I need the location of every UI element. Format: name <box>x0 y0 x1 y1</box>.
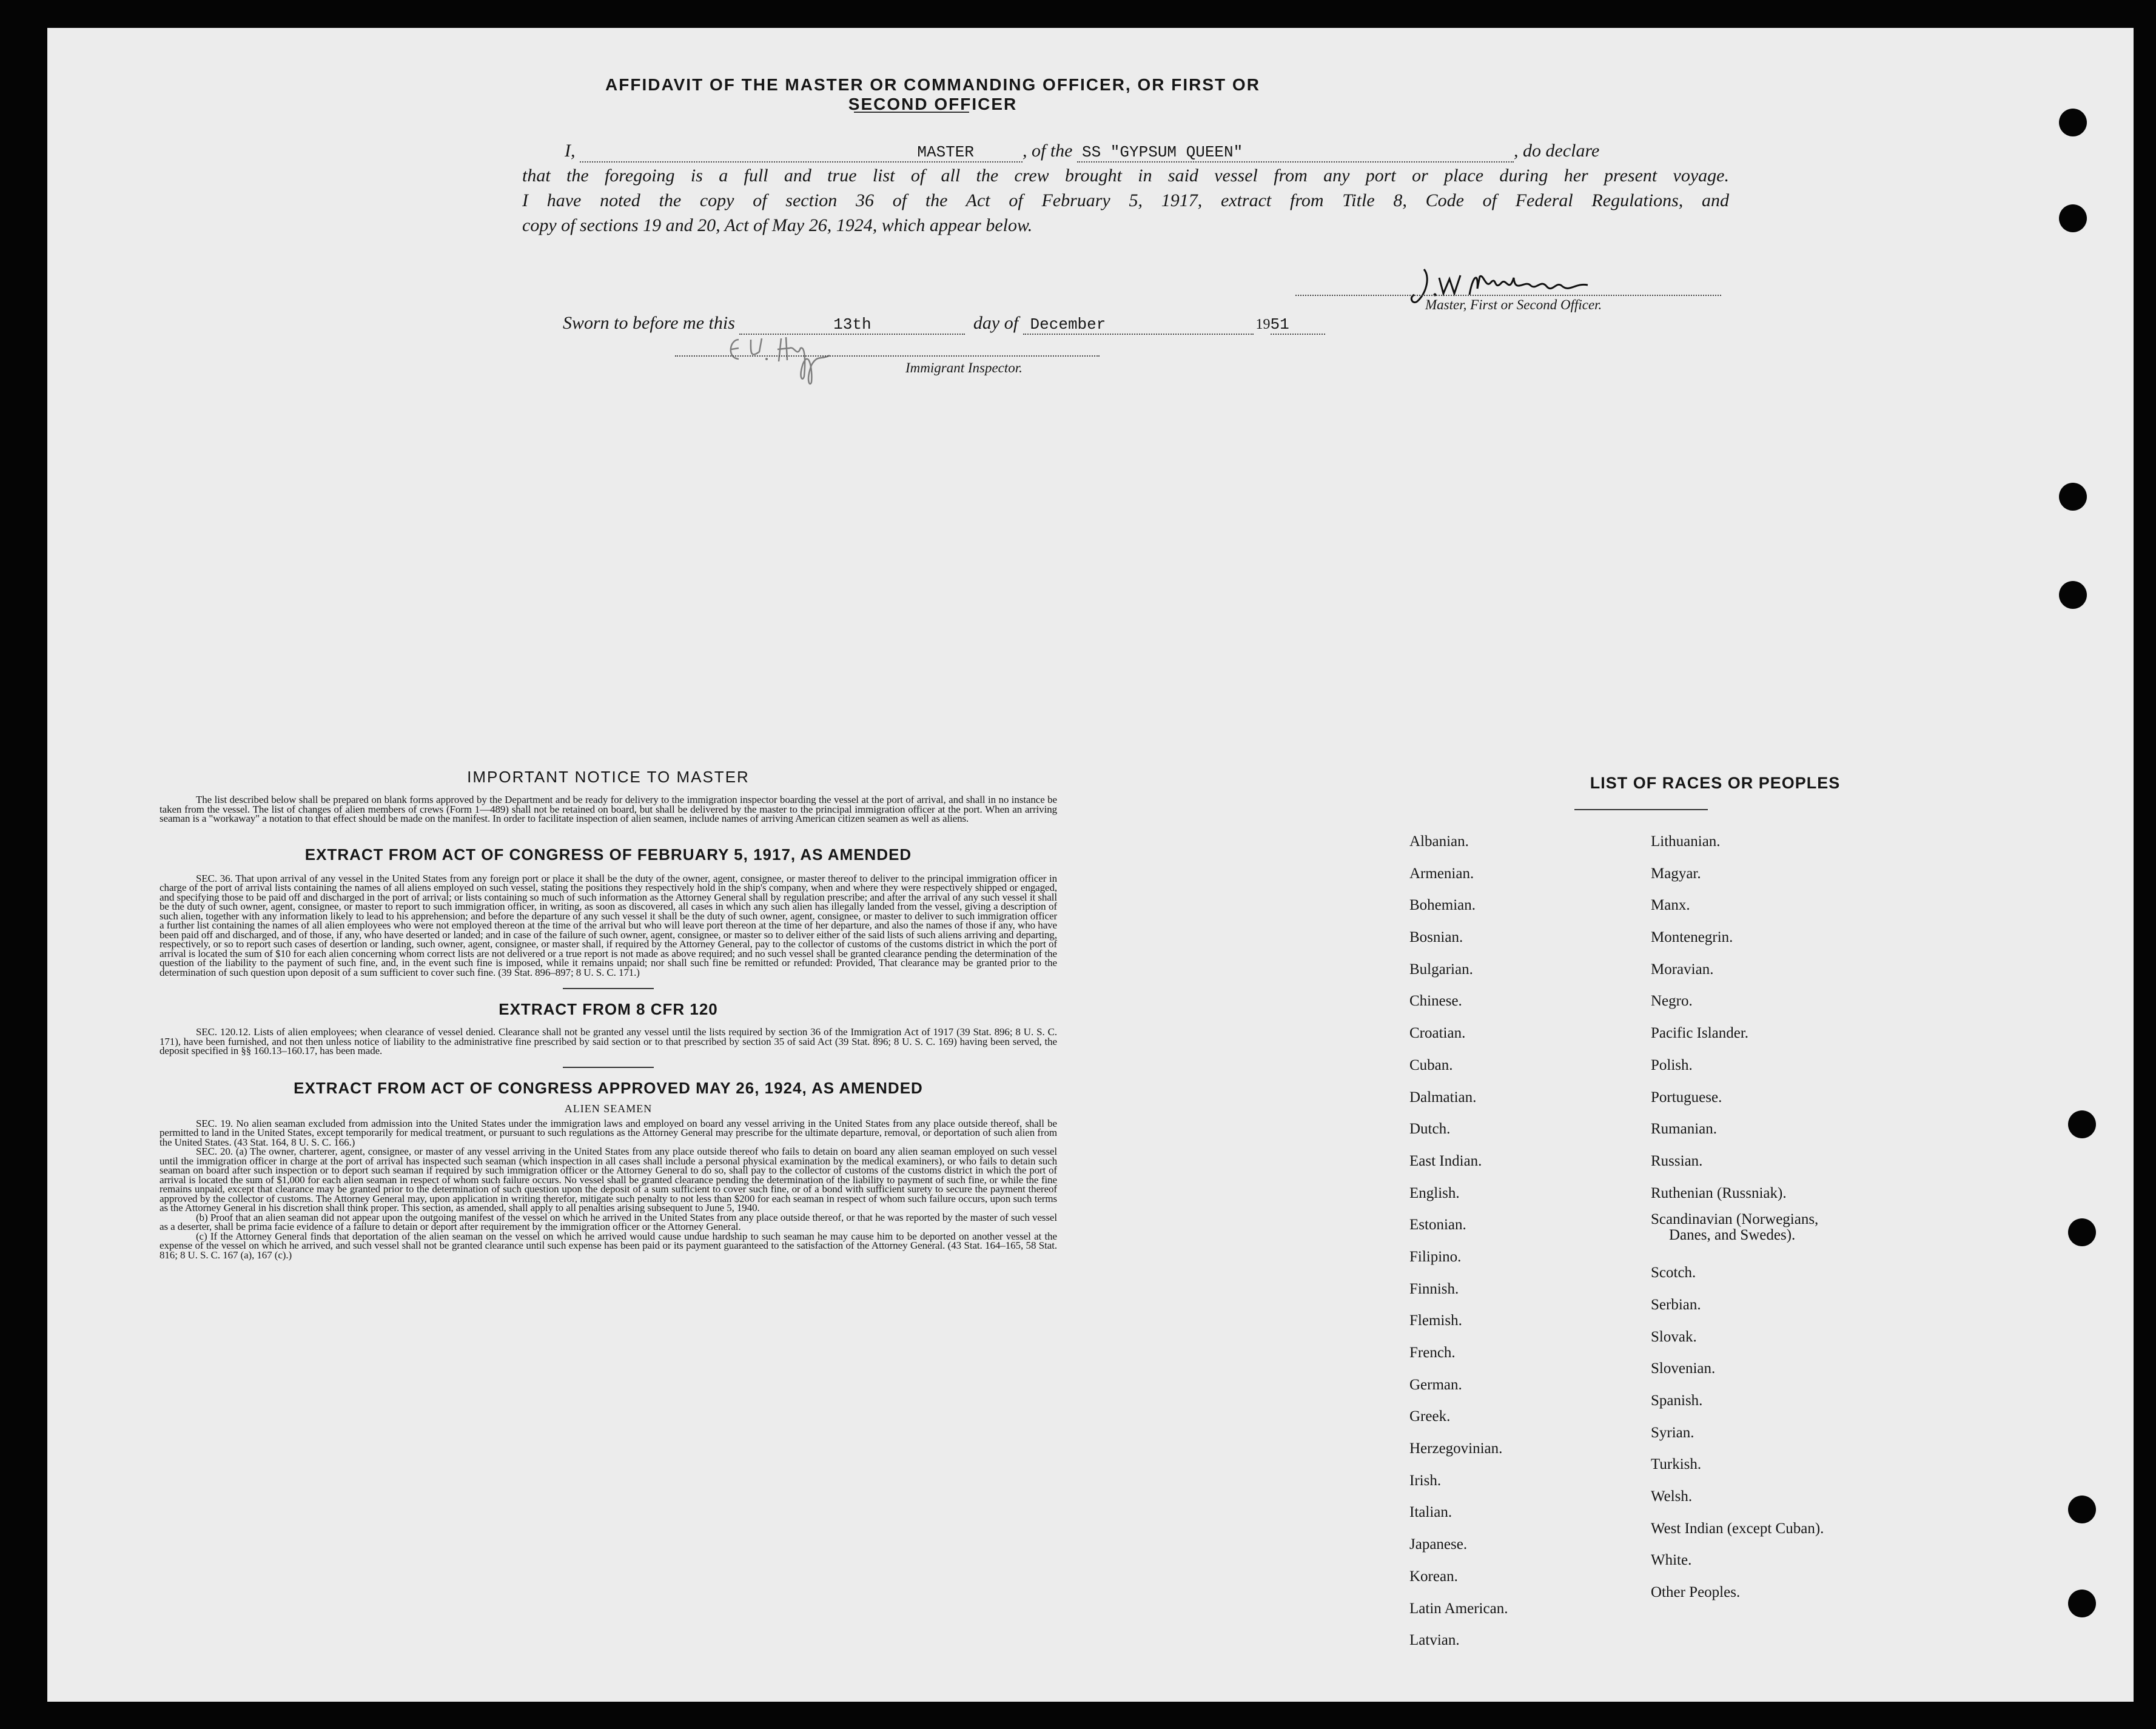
notices-column <box>160 768 1057 1260</box>
year-field: 51 <box>1271 315 1325 335</box>
affidavit-line-1 <box>522 138 1729 163</box>
races-rule <box>1574 809 1708 810</box>
sec-19-paragraph: SEC. 19. No alien seaman excluded from admission into the United States under the immigration laws and employed on board any vessel arriving in the United States from any place outside thereof, shall be permitted to land in the United States, except temporarily for medical treatment, or pursuant to such regulations as the Attorney General may prescribe for the ultimate departure, removal, or deportation of such alien from the United States. (43 Stat. 164, 8 U. S. C. 166.) <box>160 1117 1057 1148</box>
i-label: I, <box>565 141 576 161</box>
race-item: Turkish. <box>1651 1456 1702 1473</box>
race-item: Estonian. <box>1409 1217 1466 1234</box>
race-item: Rumanian. <box>1651 1121 1718 1138</box>
sworn-label: Sworn to before me this <box>563 313 735 333</box>
race-item: Serbian. <box>1651 1296 1701 1313</box>
affidavit-line-2: that the foregoing is a full and true list of all the crew brought in said vessel from any port or place during her present voyage. <box>522 166 1729 186</box>
race-item: Latvian. <box>1409 1632 1460 1649</box>
race-item: Latin American. <box>1409 1600 1508 1617</box>
sec-20a-paragraph: SEC. 20. (a) The owner, charterer, agent, consignee, or master of any vessel arriving in the United States from any place outside thereof who fails to detain on board any alien seaman employed on such vessel until the immigration officer in charge at the port of arrival has inspected such seaman (which inspection in all cases shall include a personal physical examination by the medical examiners), or who fails to detain such seaman on board after such inspection or to deport such seaman if required by such immigration officer or the Attorney General to do so, shall pay to the collector of customs of the customs district in which the port of arrival is located the sum of $1,000 for each alien seaman in respect of whom such failure occurs. No vessel shall be granted clearance pending the determination of the liability to payment of such fine, or while the fine remains unpaid, except that clearance may be granted prior to the determination of such question upon the deposit of a sum sufficient to cover such fine, or of a bond with sufficient surety to secure the payment thereof approved by the collector of customs. The Attorney General may, upon application in writing therefor, mitigate such penalty to not less than $200 for each seaman in respect of whom such failure occurs, upon such terms as the Attorney General in his discretion shall think proper. This section, as amended, shall apply to all penalties arising subsequent to June 5, 1940. <box>160 1146 1057 1214</box>
race-item: West Indian (except Cuban). <box>1651 1520 1824 1537</box>
affidavit-title: AFFIDAVIT OF THE MASTER OR COMMANDING OFFICER, OR FIRST OR SECOND OFFICER <box>605 75 1260 113</box>
race-item: Armenian. <box>1409 865 1474 882</box>
signer-caption: Master, First or Second Officer. <box>1425 297 1602 312</box>
binder-hole <box>2068 1496 2096 1523</box>
race-item: Negro. <box>1651 993 1693 1010</box>
race-item: Cuban. <box>1409 1056 1453 1073</box>
notice-title: IMPORTANT NOTICE TO MASTER <box>467 768 750 786</box>
races-title: LIST OF RACES OR PEOPLES <box>1590 774 1841 792</box>
declare-label: , do declare <box>1514 141 1600 161</box>
race-item: Portuguese. <box>1651 1089 1722 1106</box>
binder-hole <box>2059 109 2087 136</box>
signature-line <box>1295 295 1721 296</box>
vessel-field: SS "GYPSUM QUEEN" <box>1077 143 1514 163</box>
race-item: Manx. <box>1651 897 1690 914</box>
race-item: Spanish. <box>1651 1392 1703 1409</box>
race-item: Magyar. <box>1651 865 1701 882</box>
document-page <box>47 28 2134 1702</box>
binder-hole <box>2068 1590 2096 1617</box>
extract-cfr-title: EXTRACT FROM 8 CFR 120 <box>499 1000 718 1018</box>
race-item: White. <box>1651 1552 1692 1569</box>
race-item: Russian. <box>1651 1152 1703 1169</box>
section-rule <box>563 1067 654 1068</box>
affidavit-line-3: I have noted the copy of section 36 of the Act of February 5, 1917, extract from Title 8, Code of Federal Regulations, and <box>522 190 1729 210</box>
race-item: East Indian. <box>1409 1152 1482 1169</box>
races-column-1 <box>1409 826 1508 1657</box>
race-item: Montenegrin. <box>1651 929 1733 946</box>
binder-hole <box>2059 581 2087 609</box>
race-item: Bosnian. <box>1409 929 1463 946</box>
inspector-line <box>675 355 1100 357</box>
year-prefix: 19 <box>1255 317 1271 332</box>
extract-cfr-body: SEC. 120.12. Lists of alien employees; when clearance of vessel denied. Clearance shall not be granted any vessel until the lists required by section 36 of the Immigration Act of 1917 (39 Stat. 896; 8 U. S. C. 171), have been furnished, and not then unless notice of liability to the administrative fine prescribed by said section or to that prescribed by section 35 of said Act (39 Stat. 896; 8 U. S. C. 169) having been served, the deposit specified in §§ 160.13–160.17, has been made. <box>160 1026 1057 1056</box>
race-item: Other Peoples. <box>1651 1584 1741 1601</box>
affidavit-line-4: copy of sections 19 and 20, Act of May 26, 1924, which appear below. <box>522 215 1033 235</box>
extract-1924-title: EXTRACT FROM ACT OF CONGRESS APPROVED MAY 26, 1924, AS AMENDED <box>294 1078 923 1097</box>
race-item: German. <box>1409 1376 1462 1393</box>
races-column-2-top <box>1651 826 1824 1209</box>
race-item: Lithuanian. <box>1651 833 1721 850</box>
of-the-label: , of the <box>1023 141 1073 161</box>
races-column-2-bottom <box>1651 1257 1824 1609</box>
race-item: Greek. <box>1409 1408 1451 1425</box>
race-item: Slovak. <box>1651 1328 1697 1345</box>
race-item: Welsh. <box>1651 1488 1693 1505</box>
race-label: Scandinavian (Norwegians, <box>1651 1211 1819 1228</box>
race-item: Chinese. <box>1409 993 1462 1010</box>
notice-body: The list described below shall be prepared on blank forms approved by the Department and be ready for delivery to the immigration inspector boarding the vessel at the port of arrival, and shall in no instance be taken from the vessel. The list of changes of alien members of crews (Form 1—489) shall not be retained on board, but shall be delivered by the master to the principal immigration officer at the port. When an arriving seaman is a "workaway" a notation to that effect should be made on the manifest. In order to facilitate inspection of alien seamen, include names of arriving American citizen seamen as well as aliens. <box>160 794 1057 824</box>
race-item: Irish. <box>1409 1472 1442 1489</box>
day-field: 13th <box>739 315 965 335</box>
binder-hole <box>2059 483 2087 511</box>
alien-seamen-subtitle: ALIEN SEAMEN <box>564 1102 653 1115</box>
race-item: Moravian. <box>1651 961 1714 978</box>
month-field: December <box>1023 315 1254 335</box>
sec-20c-paragraph: (c) If the Attorney General finds that deportation of the alien seaman on the vessel on which he arrived would cause undue hardship to such seaman he may cause him to be deported on another vessel at the expense of the vessel on which he arrived, and such vessel shall not be granted clearance until such expense has been paid or its payment guaranteed to the satisfaction of the Attorney General. (43 Stat. 164–165, 58 Stat. 816; 8 U. S. C. 167 (a), 167 (c).) <box>160 1230 1057 1261</box>
section-rule <box>563 988 654 989</box>
race-item: Polish. <box>1651 1056 1693 1073</box>
extract-1917-body: SEC. 36. That upon arrival of any vessel in the United States from any foreign port or place it shall be the duty of the owner, agent, consignee, or master thereof to deliver to the principal immigration officer in charge of the port of arrival lists containing the names of all aliens employed on such vessel, stating the positions they respectively hold in the ship's company, when and where they were respectively shipped or engaged, and specifying those to be paid off and discharged in the port of arrival; or lists containing so much of such information as the Attorney General shall by regulation prescribe; and after the arrival of any such vessel it shall be the duty of such owner, agent, consignee, or master to report to such immigration officer, in writing, as soon as discovered, all cases in which any such alien has illegally landed from the vessel, giving a description of such alien, together with any information likely to lead to his apprehension; and before the departure of any such vessel it shall be the duty of such owner, agent, consignee, or master to deliver to such immigration officer a further list containing the names of all alien employees who were not employed thereon at the time of the arrival but who will leave port thereon at the time of her departure, and also the names of those if any, who have been paid off and discharged, and of those, if any, who have deserted or landed; and in case of the failure of such owner, agent, consignee, or master so to deliver either of the said lists of such aliens arriving and departing, respectively, or so to report such cases of desertion or landing, such owner, agent, consignee, or master shall, if required by the Attorney General, pay to the collector of customs of the customs district in which the port of arrival is located the sum of $10 for each alien concerning whom correct lists are not delivered or a true report is not made as above required; and no such vessel shall be granted clearance pending the determination of the question of the liability to the payment of such fine, and, in the event such fine is imposed, while it remains unpaid; nor shall such fine be remitted or refunded: Provided, That clearance may be granted prior to the determination of such question upon deposit of a sum sufficient to cover such fine. (39 Stat. 896–897; 8 U. S. C. 171.) <box>160 872 1057 978</box>
extract-1917-title: EXTRACT FROM ACT OF CONGRESS OF FEBRUARY 5, 1917, AS AMENDED <box>304 845 912 864</box>
race-item: Scotch. <box>1651 1264 1696 1281</box>
race-label: Danes, and Swedes). <box>1669 1227 1796 1244</box>
race-item: Finnish. <box>1409 1280 1459 1297</box>
sec-20b-paragraph: (b) Proof that an alien seaman did not appear upon the outgoing manifest of the vessel on which he arrived in the United States from any place outside thereof, or that he was reported by the master of such vessel as a deserter, shall be prima facie evidence of a failure to detain or deport after requirement by the immigration officer or the Attorney General. <box>160 1211 1057 1232</box>
race-item: English. <box>1409 1184 1460 1201</box>
binder-hole <box>2068 1110 2096 1138</box>
race-item: Pacific Islander. <box>1651 1025 1749 1042</box>
sworn-line <box>563 313 1325 335</box>
races-column-2 <box>1651 826 1824 1609</box>
race-item: Dutch. <box>1409 1121 1451 1138</box>
race-item: Albanian. <box>1409 833 1469 850</box>
binder-hole <box>2068 1218 2096 1246</box>
master-field: MASTER <box>580 143 1023 163</box>
binder-hole <box>2059 204 2087 232</box>
race-item: Korean. <box>1409 1568 1458 1585</box>
race-item: Filipino. <box>1409 1248 1462 1265</box>
race-item: Syrian. <box>1651 1424 1694 1441</box>
race-item <box>1651 1209 1824 1257</box>
race-item: Bulgarian. <box>1409 961 1473 978</box>
race-item: Dalmatian. <box>1409 1089 1477 1106</box>
affidavit-body <box>522 138 1729 238</box>
race-item: Japanese. <box>1409 1536 1468 1553</box>
race-item: Croatian. <box>1409 1025 1466 1042</box>
inspector-caption: Immigrant Inspector. <box>905 360 1023 375</box>
race-item: Flemish. <box>1409 1312 1462 1329</box>
title-rule <box>854 112 969 113</box>
race-item: Italian. <box>1409 1504 1452 1521</box>
race-item: Ruthenian (Russniak). <box>1651 1184 1787 1201</box>
inspector-signature <box>714 321 927 388</box>
day-of-label: day of <box>973 313 1019 333</box>
race-item: Slovenian. <box>1651 1360 1716 1377</box>
race-item: Herzegovinian. <box>1409 1440 1503 1457</box>
race-item: French. <box>1409 1345 1456 1361</box>
race-item: Bohemian. <box>1409 897 1476 914</box>
